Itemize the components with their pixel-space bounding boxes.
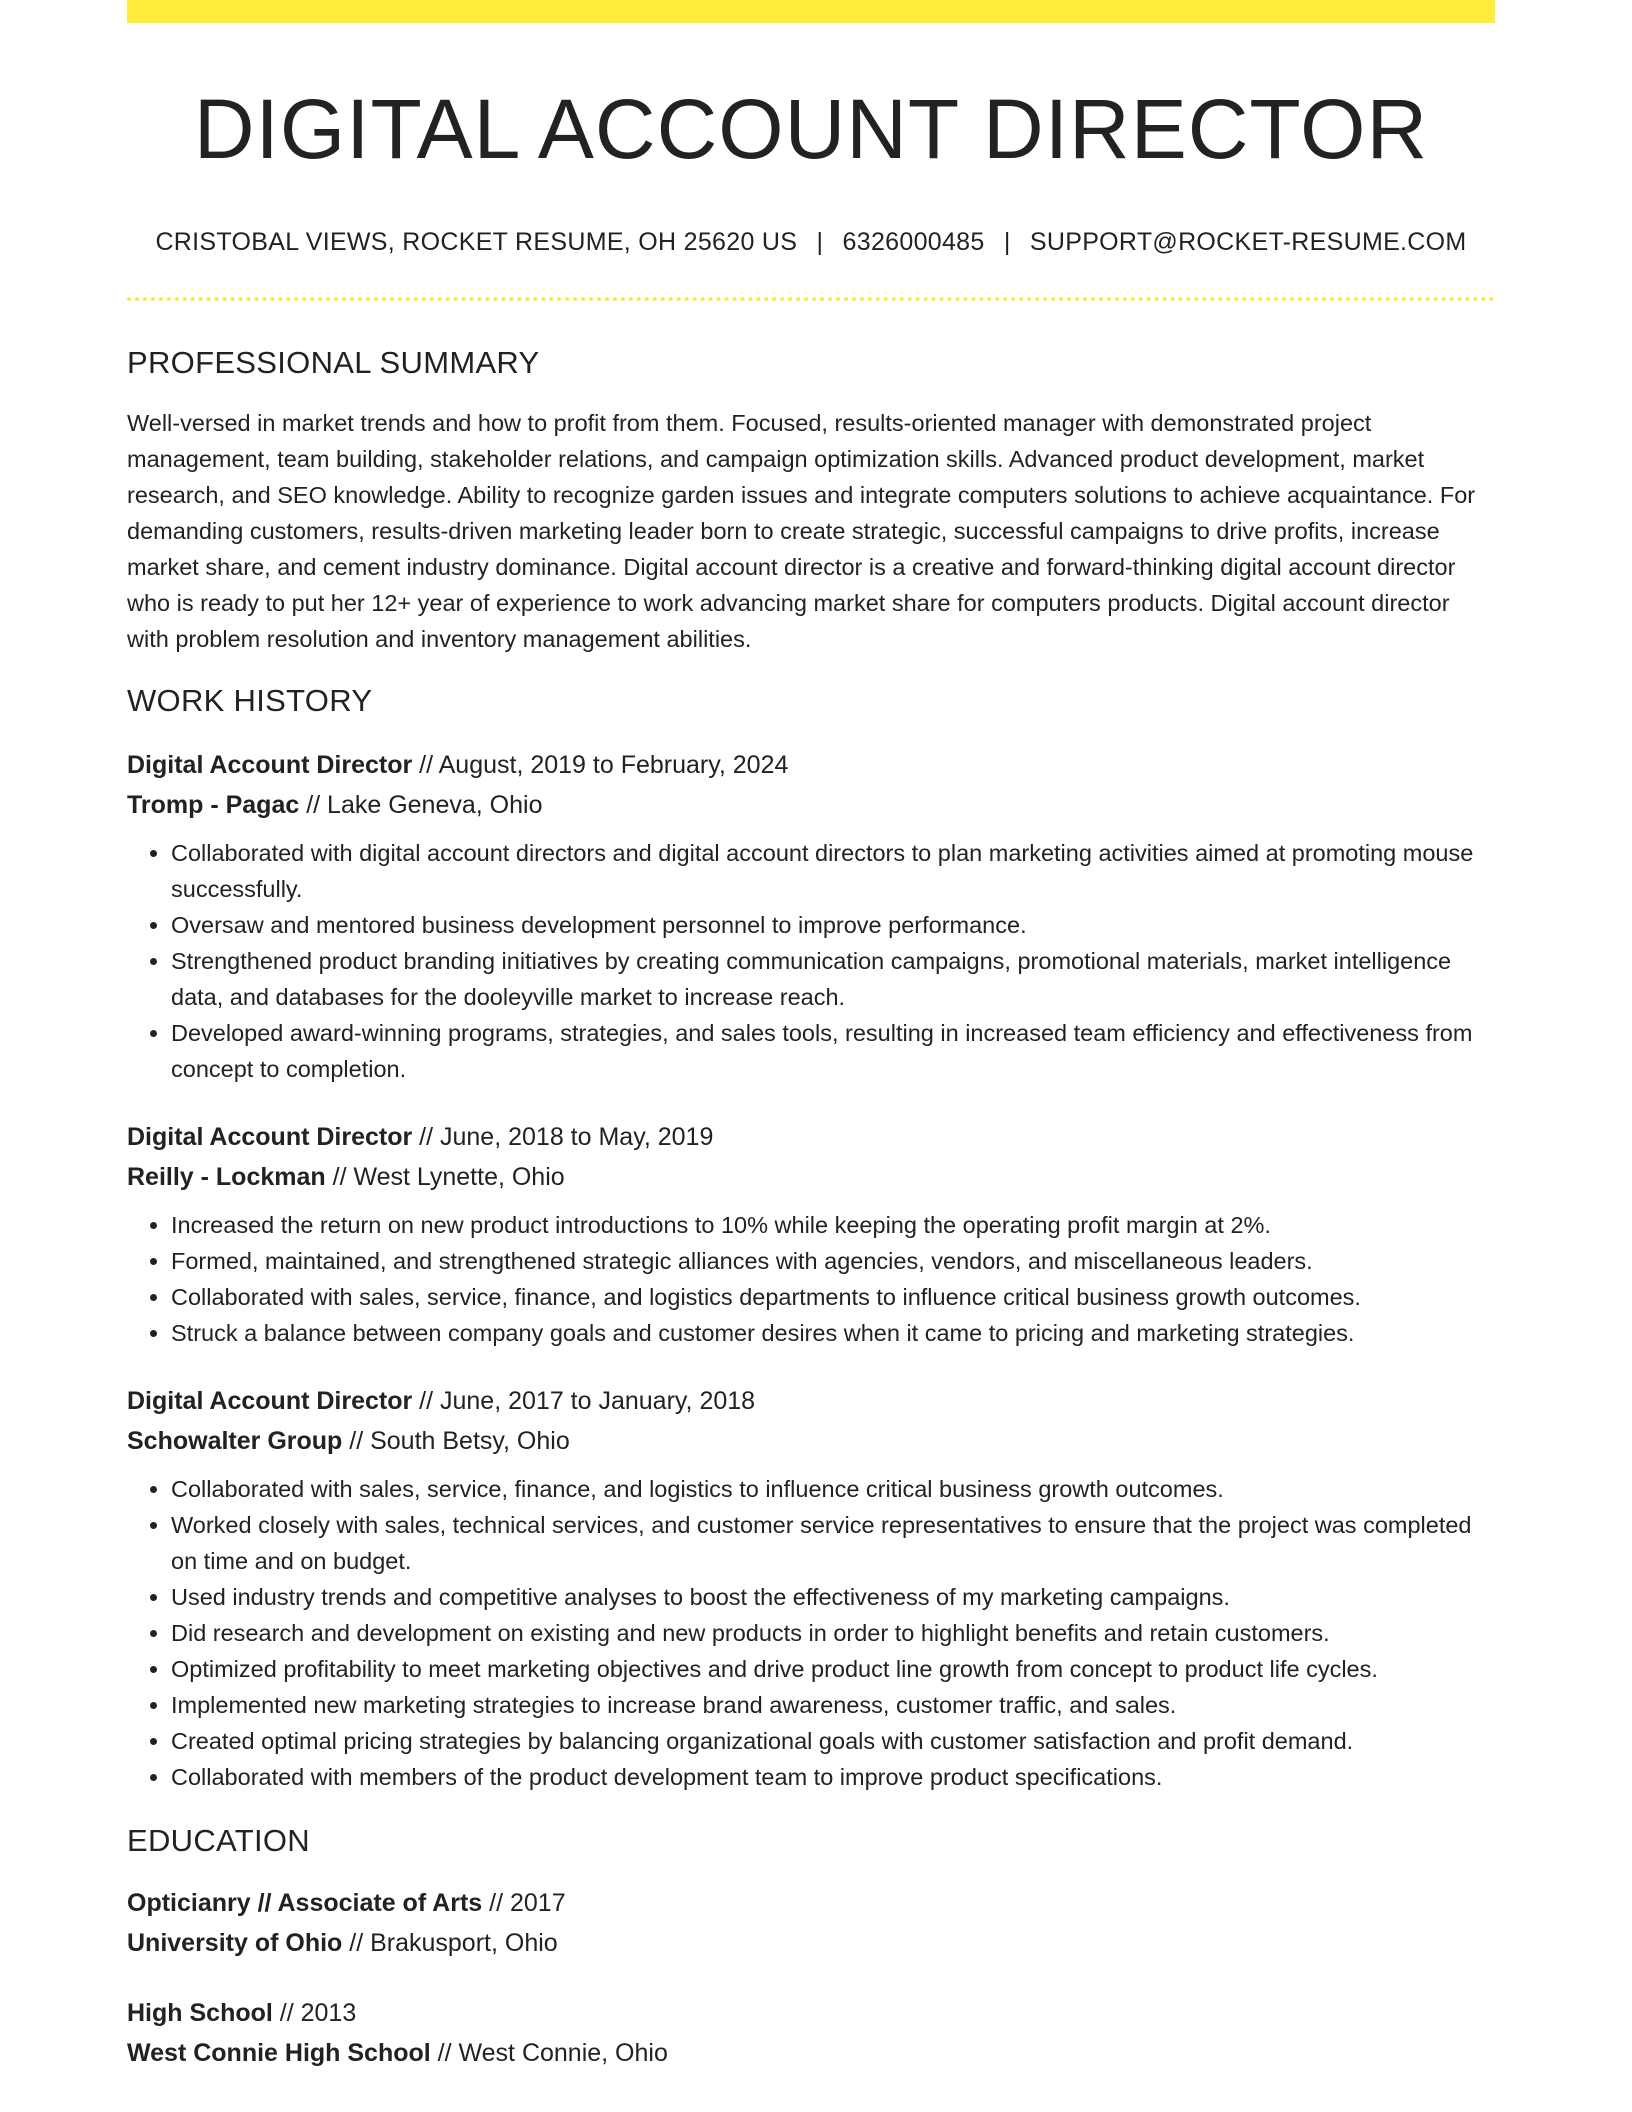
job-entry — [127, 1117, 1495, 1351]
education-list — [127, 1883, 1495, 2073]
contact-line — [127, 228, 1495, 257]
job-bullet: • Increased the return on new product introductions to 10% while keeping the operating profit margin at 2%. — [171, 1207, 1495, 1243]
education-location: // West Connie, Ohio — [430, 2039, 668, 2068]
resume-page — [127, 0, 1495, 2073]
job-bullet: • Implemented new marketing strategies to increase brand awareness, customer traffic, and sales. — [171, 1687, 1495, 1723]
job-dates: // August, 2019 to February, 2024 — [412, 751, 789, 780]
job-bullet: • Strengthened product branding initiatives by creating communication campaigns, promotional materials, market intelligence data, and databases for the dooleyville market to increase reach. — [171, 943, 1495, 1015]
job-company: Reilly - Lockman — [127, 1163, 326, 1192]
contact-phone: 6326000485 — [842, 228, 985, 257]
resume-title: DIGITAL ACCOUNT DIRECTOR — [193, 82, 1429, 176]
education-location: // Brakusport, Ohio — [342, 1929, 558, 1958]
dotted-divider — [127, 297, 1495, 301]
education-school: University of Ohio — [127, 1929, 343, 1958]
contact-address: CRISTOBAL VIEWS, ROCKET RESUME, OH 25620 US — [155, 228, 798, 257]
education-school: West Connie High School — [127, 2039, 431, 2068]
job-company-line — [127, 1421, 1495, 1461]
education-school-line — [127, 1923, 1495, 1963]
job-bullet: • Worked closely with sales, technical services, and customer service representatives to ensure that the project was completed on time and on budget. — [171, 1507, 1495, 1579]
job-bullet: • Collaborated with sales, service, finance, and logistics to influence critical business growth outcomes. — [171, 1471, 1495, 1507]
education-degree-line — [127, 1993, 1495, 2033]
job-bullet: • Developed award-winning programs, strategies, and sales tools, resulting in increased team efficiency and effectiveness from concept to completion. — [171, 1015, 1495, 1087]
job-location: // South Betsy, Ohio — [342, 1427, 570, 1456]
job-company: Schowalter Group — [127, 1427, 343, 1456]
education-school-line — [127, 2033, 1495, 2073]
job-company-line — [127, 785, 1495, 825]
education-degree: Opticianry // Associate of Arts — [127, 1889, 483, 1918]
job-bullet: • Created optimal pricing strategies by balancing organizational goals with customer satisfaction and profit demand. — [171, 1723, 1495, 1759]
job-role: Digital Account Director — [127, 1123, 413, 1152]
education-degree-line — [127, 1883, 1495, 1923]
contact-email: SUPPORT@ROCKET-RESUME.COM — [1029, 228, 1467, 257]
education-entry — [127, 1883, 1495, 1963]
job-bullet: • Formed, maintained, and strengthened strategic alliances with agencies, vendors, and miscellaneous leaders. — [171, 1243, 1495, 1279]
job-dates: // June, 2017 to January, 2018 — [412, 1387, 756, 1416]
job-bullet: • Collaborated with sales, service, finance, and logistics departments to influence critical business growth outcomes. — [171, 1279, 1495, 1315]
education-degree: High School — [127, 1999, 273, 2028]
job-bullet: • Collaborated with digital account directors and digital account directors to plan marketing activities aimed at promoting mouse successfully. — [171, 835, 1495, 907]
work-history-heading: WORK HISTORY — [127, 683, 373, 719]
job-role: Digital Account Director — [127, 1387, 413, 1416]
job-bullets — [127, 1207, 1495, 1351]
job-bullet: • Optimized profitability to meet marketing objectives and drive product line growth from concept to product life cycles. — [171, 1651, 1495, 1687]
work-history-list — [127, 745, 1495, 1795]
summary-text: Well-versed in market trends and how to profit from them. Focused, results-oriented manager with demonstrated project management, team building, stakeholder relations, and campaign optimization skills. Advanced product development, market research, and SEO knowledge. Ability to recognize garden issues and integrate computers solutions to achieve acquaintance. For demanding customers, results-driven marketing leader born to create strategic, successful campaigns to drive profits, increase market share, and cement industry dominance. Digital account director is a creative and forward-thinking digital account director who is ready to put her 12+ year of experience to work advancing market share for computers products. Digital account director with problem resolution and inventory management abilities. — [127, 410, 1476, 653]
job-company-line — [127, 1157, 1495, 1197]
accent-bar — [127, 0, 1495, 23]
job-title-line — [127, 1381, 1495, 1421]
job-location: // West Lynette, Ohio — [325, 1163, 565, 1192]
job-company: Tromp - Pagac — [127, 791, 300, 820]
job-title-line — [127, 745, 1495, 785]
education-year: // 2013 — [272, 1999, 357, 2028]
job-entry — [127, 745, 1495, 1087]
job-location: // Lake Geneva, Ohio — [299, 791, 543, 820]
education-heading: EDUCATION — [127, 1823, 310, 1859]
job-role: Digital Account Director — [127, 751, 413, 780]
contact-separator: | — [816, 228, 824, 257]
job-entry — [127, 1381, 1495, 1795]
job-title-line — [127, 1117, 1495, 1157]
job-bullets — [127, 835, 1495, 1087]
job-bullet: • Used industry trends and competitive analyses to boost the effectiveness of my marketing campaigns. — [171, 1579, 1495, 1615]
contact-separator: | — [1003, 228, 1011, 257]
summary-heading: PROFESSIONAL SUMMARY — [127, 345, 540, 381]
job-bullet: • Did research and development on existing and new products in order to highlight benefits and retain customers. — [171, 1615, 1495, 1651]
job-bullets — [127, 1471, 1495, 1795]
job-bullet: • Collaborated with members of the product development team to improve product specifications. — [171, 1759, 1495, 1795]
education-year: // 2017 — [482, 1889, 566, 1918]
job-bullet: • Oversaw and mentored business development personnel to improve performance. — [171, 907, 1495, 943]
education-entry — [127, 1993, 1495, 2073]
job-bullet: • Struck a balance between company goals and customer desires when it came to pricing and marketing strategies. — [171, 1315, 1495, 1351]
job-dates: // June, 2018 to May, 2019 — [412, 1123, 714, 1152]
